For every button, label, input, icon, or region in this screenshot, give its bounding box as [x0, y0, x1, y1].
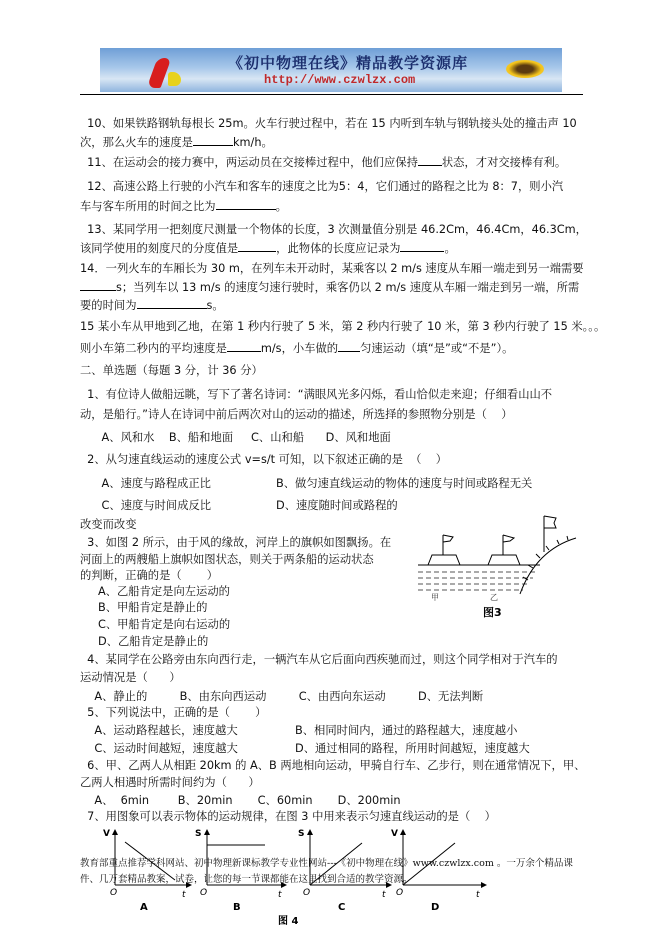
- s5-option-c: C、运动时间越短，速度越大: [80, 742, 238, 755]
- boat-jia-label: 甲: [431, 593, 439, 602]
- s6-options: A、 6min B、20min C、60min D、200min: [80, 794, 401, 807]
- header-divider: [80, 94, 583, 95]
- s7-line1: 7、用图象可以表示物体的运动规律，在图 3 中用来表示匀速直线运动的是（ ）: [80, 810, 496, 823]
- s5-option-d: D、通过相同的路程，所用时间越短，速度越大: [295, 742, 530, 755]
- banner-url: http://www.czwlzx.com: [264, 73, 416, 87]
- q14-line1: 14．一列火车的车厢长为 30 m，在列车未开动时，某乘客以 2 m/s 速度从车厢一端走到另一端需要: [80, 262, 584, 275]
- s5-option-b: B、相同时间内，通过的路程越大，速度越小: [295, 724, 518, 737]
- s6-line2: 乙两人相遇时所需时间约为（ ）: [80, 776, 260, 789]
- svg-text:O: O: [396, 888, 404, 898]
- s5-line1: 5、下列说法中，正确的是（ ）: [80, 706, 267, 719]
- s4-line2: 运动情况是（ ）: [80, 671, 181, 684]
- footer-line2: 件、几万套精品教案，试卷，让您的每一节课都能在这里找到合适的教学资源。: [80, 874, 413, 885]
- figure-4-caption: 图 4: [278, 916, 299, 925]
- q13-line2: 该同学使用的刻度尺的分度值是 ，此物体的长度应记录为 。: [80, 242, 456, 255]
- s3-line3: 的判断，正确的是（ ）: [80, 569, 219, 582]
- svg-text:O: O: [200, 888, 208, 898]
- s1-options: A、风和水 B、船和地面 C、山和船 D、风和地面: [80, 431, 391, 444]
- svg-text:S: S: [195, 829, 202, 839]
- q15-line2: 则小车第二秒内的平均速度是 m/s，小车做的 匀速运动（填“是”或“不是”）。: [80, 342, 514, 355]
- graph-d-label: D: [431, 902, 440, 913]
- svg-text:t: t: [278, 890, 282, 900]
- svg-text:O: O: [110, 888, 118, 898]
- graph-a-label: A: [140, 902, 148, 913]
- s4-line1: 4、某同学在公路旁由东向西行走，一辆汽车从它后面向西疾驰而过，则这个同学相对于汽车的: [80, 653, 558, 666]
- s6-line1: 6、甲、乙两人从相距 20km 的 A、B 两地相向运动，甲骑自行车、乙步行，则在通常情况下，甲、: [80, 759, 586, 772]
- s3-option-d: D、乙船肯定是静止的: [80, 635, 209, 648]
- figure-3-caption: 图3: [483, 606, 502, 619]
- q11: 11、在运动会的接力赛中，两运动员在交接棒过程中，他们应保持 状态，才对交接棒有利。: [80, 156, 567, 169]
- s3-line1: 3、如图 2 所示，由于风的缘故，河岸上的旗帜如图飘扬。在: [80, 536, 392, 549]
- graph-c-label: C: [338, 902, 346, 913]
- q10-line1: 10、如果铁路钢轨每根长 25m。火车行驶过程中，若在 15 内听到车轨与钢轨接头处的撞击声 10: [80, 117, 577, 130]
- s3-option-a: A、乙船肯定是向左运动的: [80, 585, 230, 598]
- logo-icon-yellow: [168, 72, 181, 86]
- svg-text:t: t: [476, 890, 480, 900]
- svg-text:t: t: [182, 890, 186, 900]
- svg-text:t: t: [382, 890, 386, 900]
- s3-line2: 河面上的两艘船上旗帜如图状态，则关于两条船的运动状态: [80, 553, 374, 566]
- s1-line2: 动，是船行。”诗人在诗词中前后两次对山的运动的描述，所选择的参照物分别是（ ）: [80, 408, 513, 421]
- footer-line1: 教育部重点推荐学科网站、初中物理新课标教学专业性网站---《初中物理在线》www.czwlzx.com 。一万余个精品课: [80, 858, 573, 869]
- q15-line1: 15 某小车从甲地到乙地，在第 1 秒内行驶了 5 米，第 2 秒内行驶了 10 米，第 3 秒内行驶了 15 米。。。: [80, 320, 606, 333]
- q14-line3: 要的时间为 s。: [80, 299, 224, 312]
- banner-title: 《初中物理在线》精品教学资源库: [228, 54, 469, 72]
- s3-option-c: C、甲船肯定是向右运动的: [80, 618, 231, 631]
- q14-line2: s；当列车以 13 m/s 的速度匀速行驶时，乘客仍以 2 m/s 速度从车厢一端走到另一端，所需: [80, 279, 579, 295]
- graph-b-label: B: [233, 902, 241, 913]
- s3-option-b: B、甲船肯定是静止的: [80, 601, 208, 614]
- svg-text:O: O: [303, 888, 311, 898]
- svg-text:V: V: [103, 829, 110, 839]
- sunflower-icon: [506, 60, 544, 78]
- s2-option-c: C、速度与时间成反比: [80, 499, 212, 512]
- s1-line1: 1、有位诗人做船远眺，写下了著名诗词：“满眼风光多闪烁，看山恰似走来迎；仔细看山山不: [80, 388, 553, 401]
- q10-line2: 次，那么火车的速度是 km/h。: [80, 136, 273, 149]
- s2-option-b: B、做匀速直线运动的物体的速度与时间或路程无关: [276, 477, 533, 490]
- s2-continued: 改变而改变: [80, 518, 137, 531]
- q13-line1: 13、某同学用一把刻度尺测量一个物体的长度，3 次测量值分别是 46.2Cm，46.4Cm，46.3Cm，: [80, 223, 587, 236]
- section-2-heading: 二、单选题（每题 3 分，计 36 分）: [80, 364, 263, 377]
- s4-options: A、静止的 B、由东向西运动 C、由西向东运动 D、无法判断: [80, 690, 484, 703]
- q12-line1: 12、高速公路上行驶的小汽车和客车的速度之比为5：4，它们通过的路程之比为 8：7，则小汽: [80, 180, 564, 193]
- q12-line2: 车与客车所用的时间之比为 。: [80, 200, 287, 213]
- svg-text:S: S: [298, 829, 305, 839]
- s2-line1: 2、从匀速直线运动的速度公式 v=s/t 可知，以下叙述正确的是 （ ）: [80, 453, 448, 466]
- svg-text:V: V: [391, 829, 398, 839]
- s5-option-a: A、运动路程越长，速度越大: [80, 724, 238, 737]
- boat-yi-label: 乙: [490, 593, 498, 602]
- s2-option-a: A、速度与路程成正比: [80, 477, 211, 490]
- s2-option-d: D、速度随时间或路程的: [276, 499, 398, 512]
- header-banner: [100, 48, 562, 92]
- figure-3-boats: [418, 510, 578, 622]
